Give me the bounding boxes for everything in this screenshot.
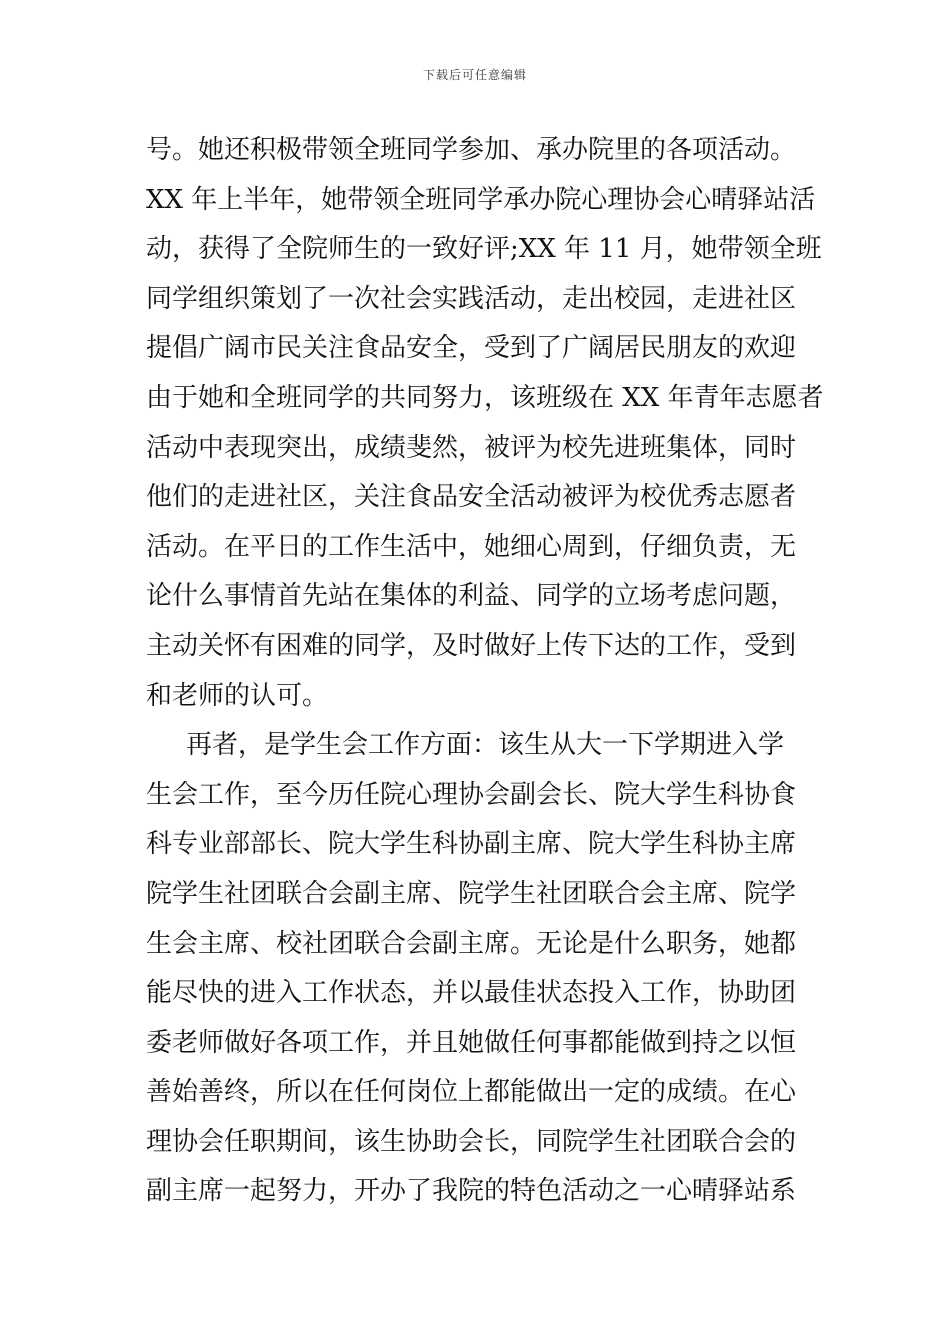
text-line: 活动中表现突出，成绩斐然，被评为校先进班集体，同时 <box>146 432 797 463</box>
text-line: 活动。在平日的工作生活中，她细心周到，仔细负责，无 <box>146 531 797 562</box>
text-line: 论什么事情首先站在集体的利益、同学的立场考虑问题， <box>146 581 797 612</box>
text-line: 动，获得了全院师生的一致好评;XX 年 11 月，她带领全班 <box>146 234 822 265</box>
text-line: 号。她还积极带领全班同学参加、承办院里的各项活动。 <box>146 135 797 165</box>
text-line: 和老师的认可。 <box>146 680 329 711</box>
text-line: XX 年上半年，她带领全班同学承办院心理协会心晴驿站活 <box>146 184 816 215</box>
text-line: 生会主席、校社团联合会副主席。无论是什么职务，她都 <box>146 928 797 959</box>
paragraph-2 <box>146 721 836 1217</box>
text-line: 主动关怀有困难的同学，及时做好上传下达的工作，受到 <box>146 630 797 661</box>
text-line: 能尽快的进入工作状态，并以最佳状态投入工作，协助团 <box>146 978 797 1009</box>
text-line: 理协会任职期间，该生协助会长，同院学生社团联合会的 <box>146 1126 797 1157</box>
text-line: 他们的走进社区，关注食品安全活动被评为校优秀志愿者 <box>146 482 797 513</box>
page-header: 下载后可任意编辑 <box>422 68 527 82</box>
document-body <box>146 126 836 1217</box>
paragraph-1 <box>146 126 836 721</box>
text-line: 再者，是学生会工作方面：该生从大一下学期进入学 <box>186 730 785 761</box>
text-line: 由于她和全班同学的共同努力，该班级在 XX 年青年志愿者 <box>146 382 824 413</box>
text-line: 副主席一起努力，开办了我院的特色活动之一心晴驿站系 <box>146 1176 797 1207</box>
text-line: 生会工作，至今历任院心理协会副会长、院大学生科协食 <box>146 779 797 810</box>
text-line: 善始善终，所以在任何岗位上都能做出一定的成绩。在心 <box>146 1077 797 1108</box>
text-line: 提倡广阔市民关注食品安全，受到了广阔居民朋友的欢迎 <box>146 333 797 364</box>
text-line: 同学组织策划了一次社会实践活动，走出校园，走进社区 <box>146 283 797 314</box>
text-line: 院学生社团联合会副主席、院学生社团联合会主席、院学 <box>146 878 797 909</box>
text-line: 科专业部部长、院大学生科协副主席、院大学生科协主席 <box>146 829 797 860</box>
text-line: 委老师做好各项工作，并且她做任何事都能做到持之以恒 <box>146 1027 797 1058</box>
